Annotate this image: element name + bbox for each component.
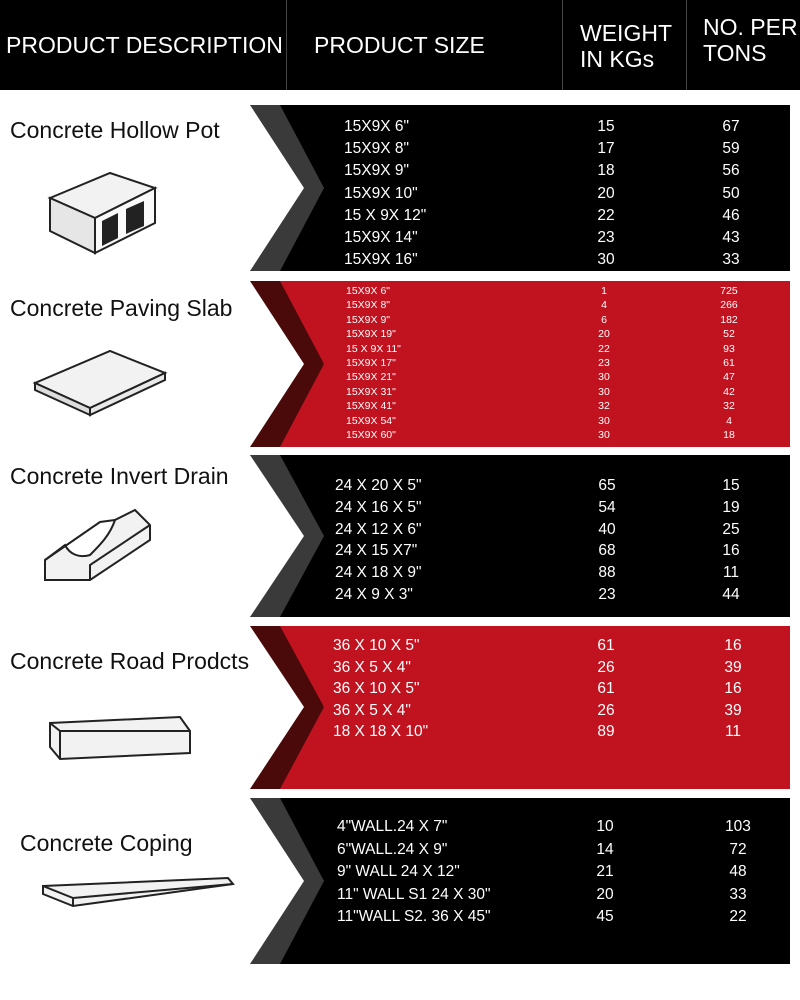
product-size-cell: 15X9X 54" bbox=[346, 414, 396, 427]
table-row bbox=[0, 521, 800, 543]
product-section-paving-slab bbox=[0, 281, 800, 449]
product-size-cell: 24 X 12 X 6" bbox=[335, 520, 422, 538]
weight-cell: 21 bbox=[596, 863, 614, 880]
weight-cell: 26 bbox=[597, 701, 615, 719]
weight-cell: 68 bbox=[598, 542, 616, 560]
weight-cell: 1 bbox=[601, 285, 607, 297]
weight-cell: 23 bbox=[598, 586, 616, 603]
product-size-cell: 24 X 15 X7" bbox=[335, 542, 418, 560]
product-size-cell: 24 X 20 X 5" bbox=[335, 477, 422, 494]
product-size-cell: 15X9X 21" bbox=[346, 371, 396, 384]
product-size-cell: 15 X 9X 12" bbox=[344, 206, 427, 224]
no-per-ton-cell: 16 bbox=[722, 542, 740, 560]
product-size-cell: 15X9X 60" bbox=[346, 429, 396, 441]
no-per-ton-cell: 725 bbox=[720, 285, 738, 297]
weight-cell: 45 bbox=[596, 908, 614, 925]
table-row bbox=[0, 659, 800, 681]
table-row bbox=[0, 908, 800, 931]
product-section-coping bbox=[0, 798, 800, 965]
weight-cell: 22 bbox=[598, 342, 610, 355]
weight-cell: 17 bbox=[597, 140, 615, 158]
table-row bbox=[0, 477, 800, 499]
table-row bbox=[0, 400, 800, 414]
no-per-ton-cell: 48 bbox=[729, 863, 747, 880]
product-name: Concrete Coping bbox=[20, 830, 193, 856]
table-row bbox=[0, 637, 800, 659]
table-row bbox=[0, 863, 800, 886]
product-size-cell: 9" WALL 24 X 12" bbox=[337, 863, 460, 880]
weight-cell: 6 bbox=[601, 313, 607, 326]
header-divider bbox=[562, 0, 563, 90]
weight-cell: 4 bbox=[601, 299, 607, 312]
table-row bbox=[0, 542, 800, 564]
weight-cell: 23 bbox=[597, 229, 615, 246]
header-weight: WEIGHT IN KGs bbox=[580, 20, 672, 72]
header-product-description: PRODUCT DESCRIPTION bbox=[6, 32, 283, 58]
product-size-cell: 15X9X 16" bbox=[344, 251, 418, 269]
product-name: Concrete Paving Slab bbox=[10, 295, 233, 321]
product-size-cell: 24 X 9 X 3" bbox=[335, 586, 413, 603]
table-row bbox=[0, 328, 800, 342]
product-name: Concrete Hollow Pot bbox=[10, 117, 220, 143]
table-row bbox=[0, 357, 800, 371]
product-size-cell: 11"WALL S2. 36 X 45" bbox=[337, 908, 491, 925]
no-per-ton-cell: 182 bbox=[720, 313, 738, 326]
weight-cell: 23 bbox=[598, 357, 610, 369]
weight-cell: 14 bbox=[596, 840, 614, 858]
table-row bbox=[0, 586, 800, 608]
table-row bbox=[0, 886, 800, 909]
table-row bbox=[0, 371, 800, 385]
table-row bbox=[0, 429, 800, 443]
product-size-cell: 15X9X 17" bbox=[346, 357, 396, 369]
no-per-ton-cell: 39 bbox=[724, 701, 742, 719]
weight-cell: 20 bbox=[597, 184, 615, 202]
table-header bbox=[0, 0, 800, 90]
product-size-cell: 36 X 5 X 4" bbox=[333, 701, 411, 719]
no-per-ton-cell: 39 bbox=[724, 658, 742, 676]
no-per-ton-cell: 15 bbox=[722, 477, 740, 494]
no-per-ton-cell: 59 bbox=[722, 140, 740, 158]
product-section-road-products bbox=[0, 626, 800, 791]
table-row bbox=[0, 841, 800, 864]
no-per-ton-cell: 93 bbox=[723, 342, 735, 355]
table-row bbox=[0, 702, 800, 724]
product-size-cell: 15X9X 41" bbox=[346, 400, 396, 413]
product-size-cell: 15X9X 14" bbox=[344, 229, 418, 246]
product-section-invert-drain bbox=[0, 455, 800, 620]
no-per-ton-cell: 72 bbox=[729, 840, 747, 858]
product-size-cell: 15X9X 8" bbox=[346, 299, 391, 312]
product-size-cell: 36 X 10 X 5" bbox=[333, 680, 420, 697]
table-row bbox=[0, 285, 800, 299]
weight-cell: 10 bbox=[596, 818, 614, 835]
product-size-cell: 24 X 18 X 9" bbox=[335, 564, 422, 582]
weight-cell: 30 bbox=[598, 414, 610, 427]
no-per-ton-cell: 16 bbox=[724, 637, 742, 654]
product-size-cell: 15 X 9X 11" bbox=[346, 342, 401, 355]
table-row bbox=[0, 386, 800, 400]
weight-cell: 30 bbox=[598, 385, 610, 398]
no-per-ton-cell: 61 bbox=[723, 357, 735, 369]
weight-cell: 20 bbox=[598, 328, 610, 341]
product-name: Concrete Invert Drain bbox=[10, 463, 229, 489]
table-row bbox=[0, 229, 800, 251]
product-size-cell: 15X9X 9" bbox=[346, 313, 391, 326]
weight-cell: 15 bbox=[597, 118, 615, 135]
weight-cell: 26 bbox=[597, 658, 615, 676]
weight-cell: 32 bbox=[598, 400, 610, 413]
table-row bbox=[0, 251, 800, 273]
no-per-ton-cell: 25 bbox=[722, 520, 740, 538]
no-per-ton-cell: 16 bbox=[724, 680, 742, 697]
table-row bbox=[0, 499, 800, 521]
product-name: Concrete Road Prodcts bbox=[10, 648, 250, 674]
no-per-ton-cell: 22 bbox=[729, 908, 747, 925]
product-size-cell: 15X9X 19" bbox=[346, 328, 396, 341]
product-size-cell: 15X9X 6" bbox=[346, 285, 391, 297]
no-per-ton-cell: 18 bbox=[723, 429, 735, 441]
weight-cell: 61 bbox=[597, 680, 615, 697]
weight-cell: 22 bbox=[597, 206, 615, 224]
no-per-ton-cell: 56 bbox=[722, 162, 740, 180]
no-per-ton-cell: 42 bbox=[723, 385, 735, 398]
weight-cell: 65 bbox=[598, 477, 616, 494]
header-divider bbox=[286, 0, 287, 90]
table-row bbox=[0, 299, 800, 313]
table-row bbox=[0, 415, 800, 429]
no-per-ton-cell: 11 bbox=[722, 564, 740, 582]
product-size-cell: 15X9X 6" bbox=[344, 118, 409, 135]
no-per-ton-cell: 47 bbox=[723, 371, 735, 384]
no-per-ton-cell: 52 bbox=[723, 328, 735, 341]
table-row bbox=[0, 162, 800, 184]
product-section-hollow-pot bbox=[0, 105, 800, 275]
no-per-ton-cell: 46 bbox=[722, 206, 740, 224]
no-per-ton-cell: 44 bbox=[722, 586, 740, 603]
product-size-cell: 15X9X 10" bbox=[344, 184, 418, 202]
table-row bbox=[0, 185, 800, 207]
weight-cell: 20 bbox=[596, 885, 614, 903]
no-per-ton-cell: 4 bbox=[726, 414, 732, 427]
no-per-ton-cell: 50 bbox=[722, 184, 740, 202]
product-size-cell: 15X9X 31" bbox=[346, 385, 396, 398]
table-row bbox=[0, 140, 800, 162]
table-row bbox=[0, 818, 800, 841]
weight-cell: 30 bbox=[598, 371, 610, 384]
table-row bbox=[0, 680, 800, 702]
weight-cell: 89 bbox=[597, 723, 615, 740]
product-size-cell: 36 X 10 X 5" bbox=[333, 637, 420, 654]
weight-cell: 18 bbox=[597, 162, 615, 180]
no-per-ton-cell: 266 bbox=[720, 299, 738, 312]
table-row bbox=[0, 564, 800, 586]
product-size-cell: 11" WALL S1 24 X 30" bbox=[337, 885, 491, 903]
no-per-ton-cell: 11 bbox=[724, 723, 742, 740]
weight-cell: 61 bbox=[597, 637, 615, 654]
weight-cell: 54 bbox=[598, 498, 616, 516]
table-row bbox=[0, 723, 800, 745]
no-per-ton-cell: 19 bbox=[722, 498, 740, 516]
weight-cell: 30 bbox=[598, 429, 610, 441]
no-per-ton-cell: 67 bbox=[722, 118, 740, 135]
header-product-size: PRODUCT SIZE bbox=[314, 32, 485, 58]
no-per-ton-cell: 103 bbox=[725, 818, 751, 835]
product-size-cell: 4"WALL.24 X 7" bbox=[337, 818, 448, 835]
table-row bbox=[0, 207, 800, 229]
no-per-ton-cell: 32 bbox=[723, 400, 735, 413]
no-per-ton-cell: 33 bbox=[729, 885, 747, 903]
product-size-cell: 24 X 16 X 5" bbox=[335, 498, 422, 516]
no-per-ton-cell: 33 bbox=[722, 251, 740, 269]
product-size-cell: 18 X 18 X 10" bbox=[333, 723, 429, 740]
product-size-cell: 15X9X 9" bbox=[344, 162, 409, 180]
header-divider bbox=[686, 0, 687, 90]
weight-cell: 30 bbox=[597, 251, 615, 269]
table-row bbox=[0, 118, 800, 140]
product-size-cell: 15X9X 8" bbox=[344, 140, 409, 158]
weight-cell: 40 bbox=[598, 520, 616, 538]
weight-cell: 88 bbox=[598, 564, 616, 582]
no-per-ton-cell: 43 bbox=[722, 229, 740, 246]
table-row bbox=[0, 314, 800, 328]
product-size-cell: 6"WALL.24 X 9" bbox=[337, 840, 448, 858]
header-no-per-tons: NO. PER TONS bbox=[703, 14, 798, 66]
table-row bbox=[0, 343, 800, 357]
product-size-cell: 36 X 5 X 4" bbox=[333, 658, 411, 676]
